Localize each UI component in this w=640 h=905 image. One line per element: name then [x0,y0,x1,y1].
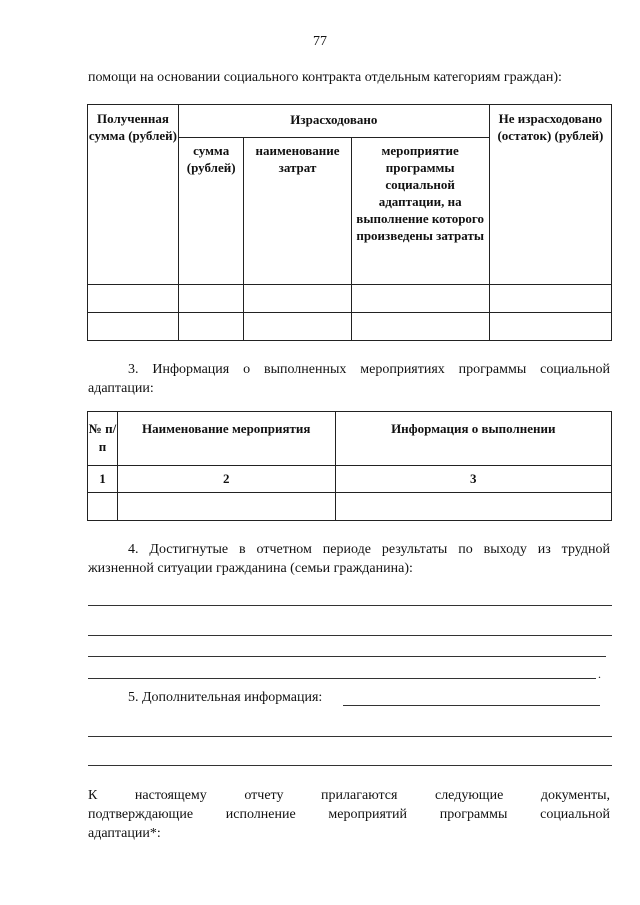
table-row [88,313,612,341]
table-cell [244,285,351,313]
subheader-name: наименование затрат [244,138,351,285]
fill-line[interactable] [88,656,606,657]
table-cell [178,313,244,341]
subheader-event: мероприятие программы социальной адаптации, на выполнение которого произведены затраты [351,138,489,285]
table-cell [88,493,118,521]
page-number: 77 [313,34,327,49]
fill-line[interactable] [88,605,612,606]
table-cell [88,285,179,313]
column-number: 1 [88,466,118,493]
subheader-sum: сумма (рублей) [178,138,244,285]
fill-line[interactable] [88,678,596,679]
header-event-name: Наименование мероприятия [117,412,335,466]
table-cell [244,313,351,341]
line-end-period: . [598,667,601,681]
column-number: 3 [335,466,611,493]
table-cell [351,313,489,341]
table-cell [117,493,335,521]
section-5-text: 5. Дополнительная информация: [128,690,323,705]
events-table [87,411,612,521]
header-spent: Израсходовано [178,105,489,138]
column-number: 2 [117,466,335,493]
closing-line-3: адаптации*: [88,826,161,841]
header-event-info: Информация о выполнении [335,412,611,466]
closing-line-2: подтверждающие исполнение мероприятий программы социальной [88,807,610,822]
fill-line[interactable] [88,635,612,636]
header-num: № п/п [88,412,118,466]
intro-text: помощи на основании социального контракта отдельным категориям граждан): [88,70,562,85]
section-3-text: 3. Информация о выполненных мероприятиях программы социальной адаптации: [88,362,610,396]
table-cell [351,285,489,313]
table-cell [88,313,179,341]
fill-line[interactable] [343,705,600,706]
fill-line[interactable] [88,736,612,737]
table-cell [178,285,244,313]
table-row [88,285,612,313]
expenses-table [87,104,612,341]
table-row [88,493,612,521]
table-cell [489,313,611,341]
header-not-spent: Не израсходовано (остаток) (рублей) [489,105,611,285]
table-cell [489,285,611,313]
table-row [88,466,612,493]
fill-line[interactable] [88,765,612,766]
header-received: Полученная сумма (рублей) [88,105,179,285]
closing-line-1: К настоящему отчету прилагаются следующие документы, [88,788,610,803]
table-cell [335,493,611,521]
section-4-text: 4. Достигнутые в отчетном периоде результаты по выходу из трудной жизненной ситуации гражданина (семьи гражданина): [88,542,610,576]
